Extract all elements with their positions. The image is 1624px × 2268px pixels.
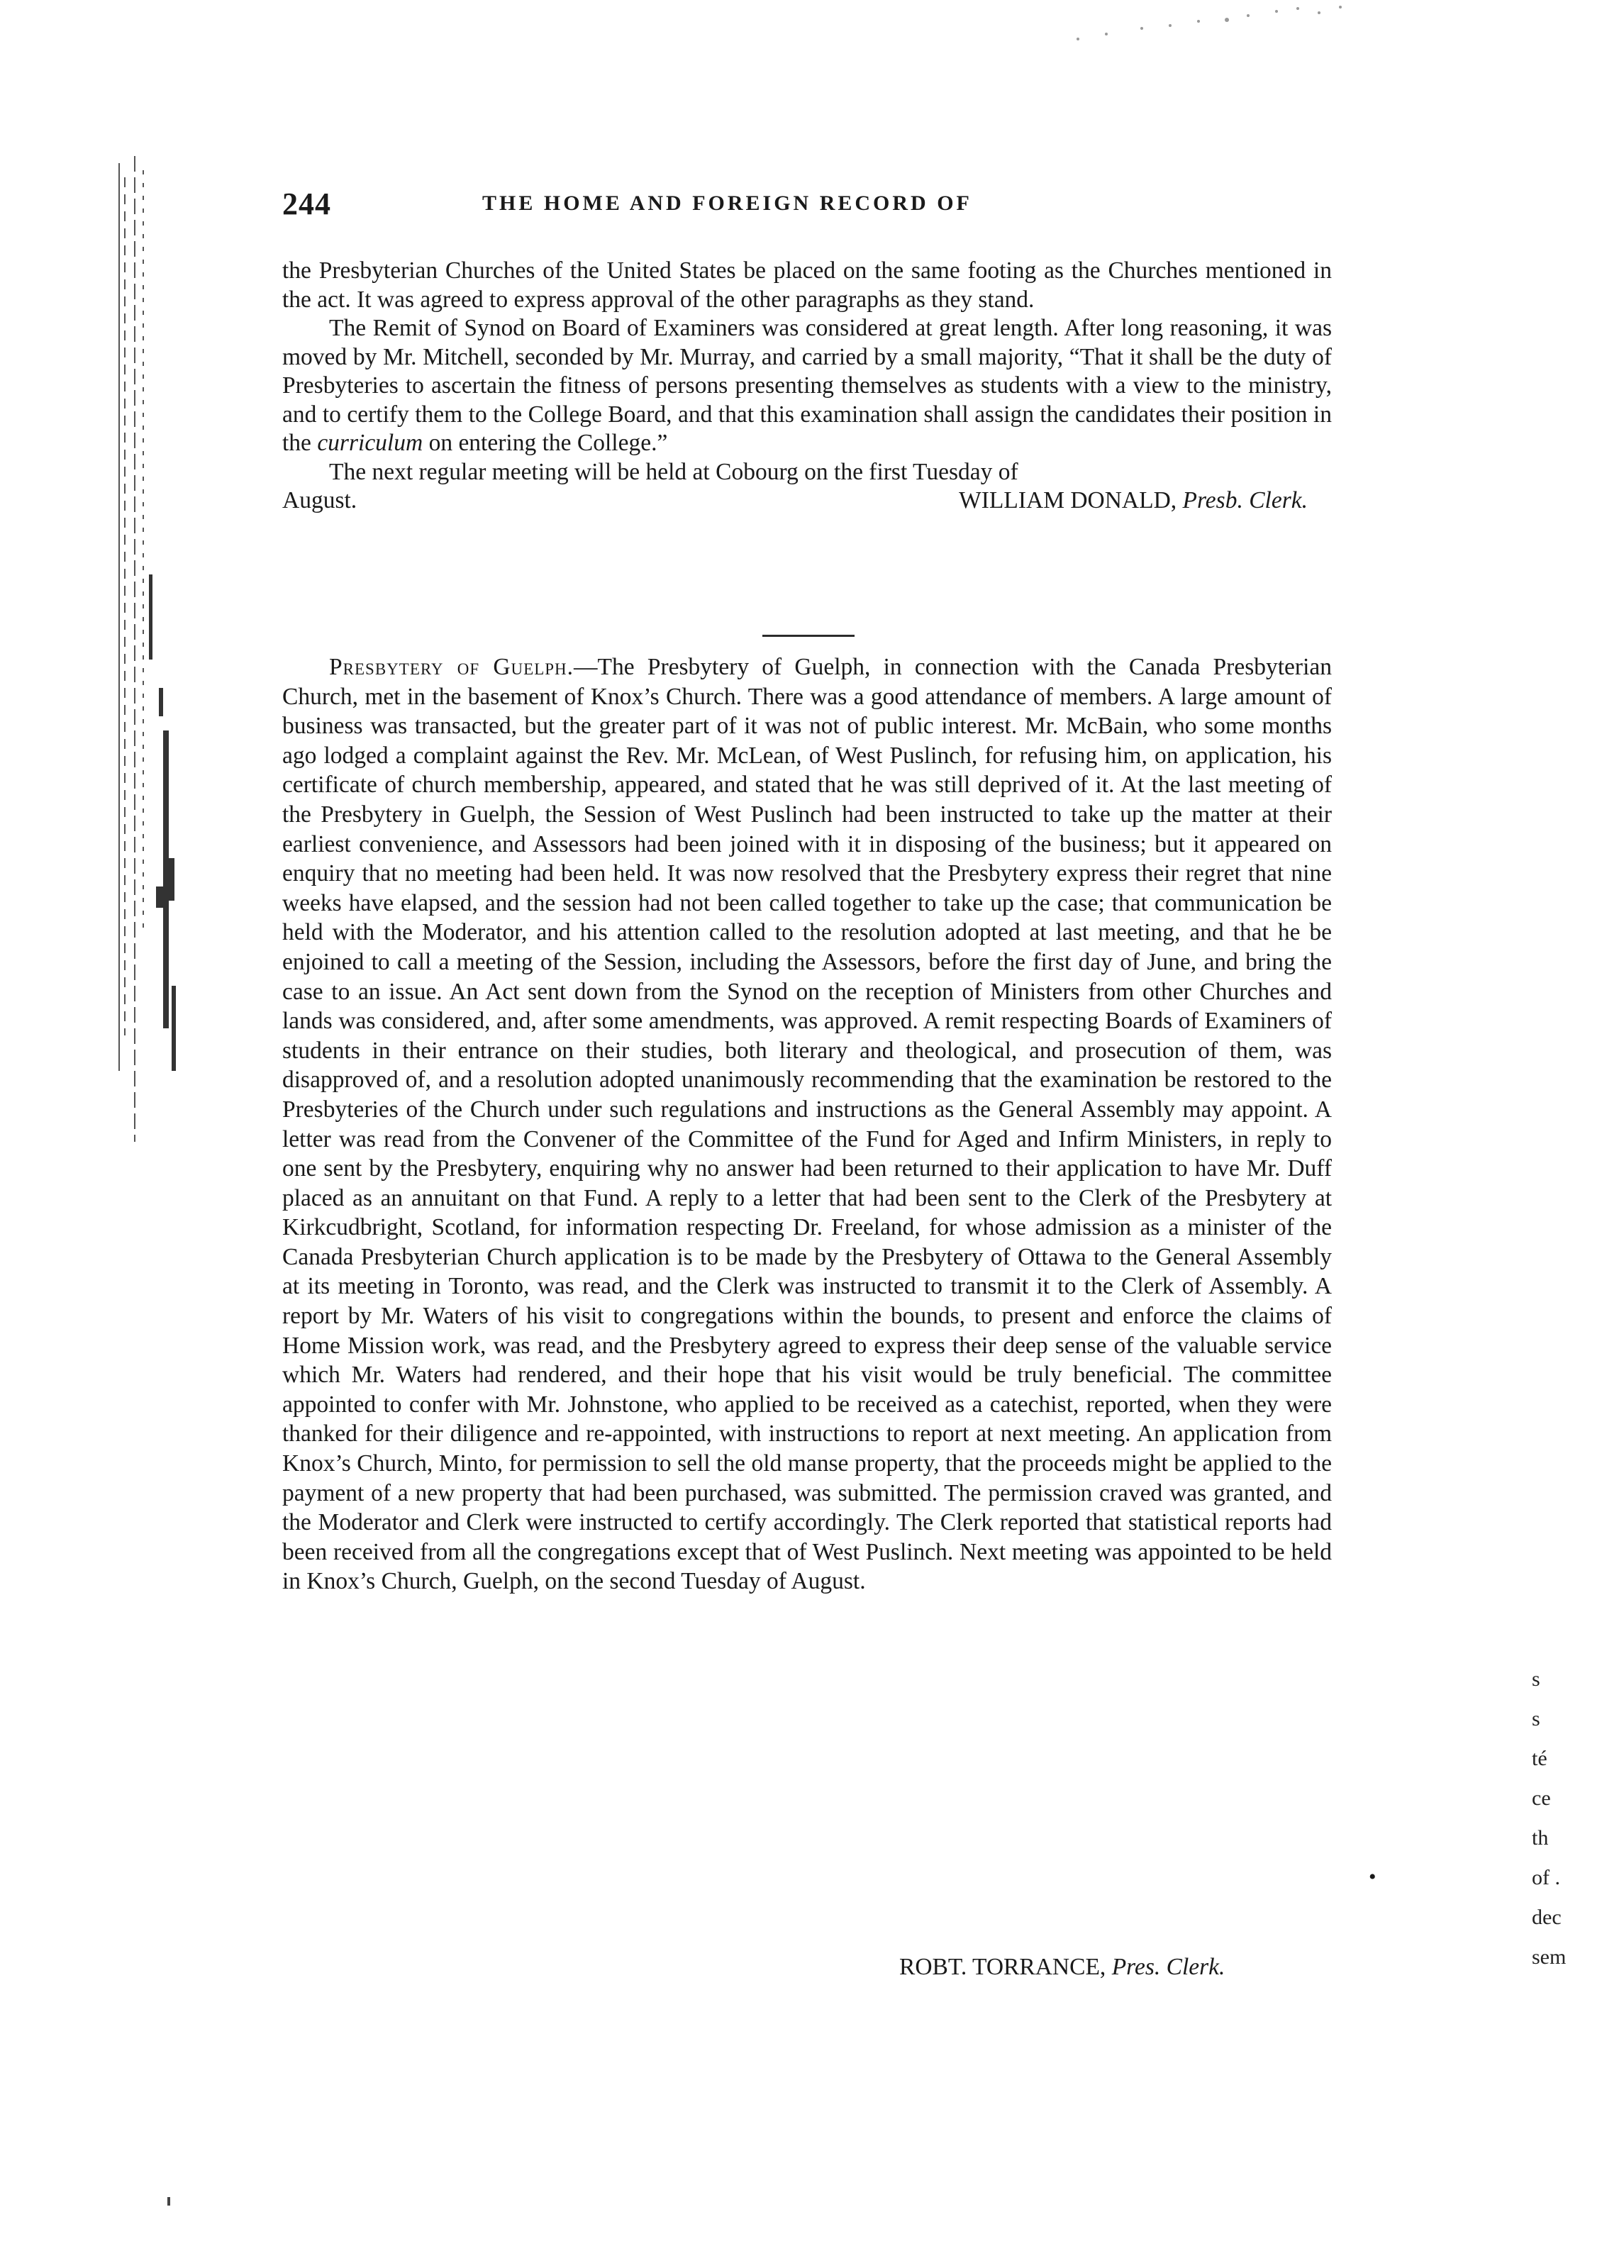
bottom-tick-mark [167, 2197, 170, 2206]
signature-line [282, 487, 1332, 516]
clerk-name: WILLIAM DONALD, [959, 487, 1177, 513]
fragment: ce [1532, 1786, 1551, 1810]
report-continuation [282, 257, 1332, 516]
fragment: s [1532, 1667, 1540, 1691]
binding-gutter-marks [106, 149, 184, 1213]
speckle-graphic [1064, 0, 1362, 64]
gutter-noise-graphic [106, 149, 184, 1213]
page-number: 244 [282, 187, 331, 221]
clerk-role: Presb. Clerk. [1182, 487, 1308, 513]
fragment: dec [1532, 1906, 1562, 1929]
fragment: té [1532, 1747, 1547, 1770]
fragment: of . [1532, 1866, 1560, 1889]
paragraph-text: on entering the College.” [423, 430, 668, 456]
section-lead: Presbytery of Guelph. [329, 654, 574, 680]
fragment: sem [1532, 1945, 1567, 1969]
running-title: THE HOME AND FOREIGN RECORD OF [482, 191, 972, 215]
top-speckle-marks [1064, 0, 1362, 64]
clerk-signature [959, 487, 1332, 516]
fragment: s [1532, 1707, 1540, 1730]
paragraph-text: The Remit of Synod on Board of Examiners was considered at great length. After long reasoning, it was moved by Mr. Mitchell, seconded by Mr. Murray, and carried by a small majority, “That it shall be the duty of Presbyteries to ascertain the fitness of persons presenting themselves as students with a view to the ministry, and to certify them to the College Board, and that this examination shall assign the candidates their position in the [282, 315, 1332, 456]
paragraph-text: —The Presbytery of Guelph, in connection with the Canada Presbyterian Church, met in the basement of Knox’s Church. There was a good attendance of members. A large amount of business was transacted, but the greater part of it was not of public interest. Mr. McBain, who some months ago lodged a complaint against the Rev. Mr. McLean, of West Puslinch, for refusing him, on application, his certificate of church membership, appeared, and stated that he was still deprived of it. At the last meeting of the Presbytery in Guelph, the Session of West Puslinch had been instructed to take up the matter at their earliest convenience, and Assessors had been joined with it in disposing of the business; but it appeared on enquiry that no meeting had been held. It was now resolved that the Presbytery express their regret that nine weeks have elapsed, and the session had not been called together to take up the case; that communication be held with the Moderator, and his attention called to the resolution adopted at last meeting, and that he be enjoined to call a meeting of the Session, including the Assessors, before the first day of June, and bring the case to an issue. An Act sent down from the Synod on the reception of Ministers from other Churches and lands was considered, and, after some amendments, was approved. A remit respecting Boards of Examiners of students in their entrance on their studies, both literary and theological, and prosecution of them, was disapproved of, and a resolution adopted unanimously recommending that the examination be restored to the Presbyteries of the Church under such regulations and instructions as the General Assembly may appoint. A letter was read from the Convener of the Committee of the Fund for Aged and Infirm Ministers, in reply to one sent by the Presbytery, enquiring why no answer had been returned to their application to have Mr. Duff placed as an annuitant on that Fund. A reply to a letter that had been sent to the Clerk of the Presbytery at Kirkcudbright, Scotland, for information respecting Dr. Freeland, for whose admission as a minister of the Canada Presbyterian Church application is to be made by the Presbytery of Ottawa to the General Assembly at its meeting in Toronto, was read, and the Clerk was instructed to transmit it to the Clerk of Assembly. A report by Mr. Waters of his visit to congregations within the bounds, to present and enforce the claims of Home Mission work, was read, and the Presbytery agreed to express their deep sense of the valuable service which Mr. Waters had rendered, and their hope that his visit would be truly beneficial. The committee appointed to confer with Mr. Johnstone, who applied to be received as a catechist, reported, when they were thanked for their diligence and re-appointed, with instructions to report at next meeting. An application from Knox’s Church, Minto, for permission to sell the old manse property, that the proceeds might be applied to the payment of a new property that had been purchased, was submitted. The permission craved was granted, and the Moderator and Clerk were instructed to certify accordingly. The Clerk reported that statistical reports had been received from all the congregations except that of West Puslinch. Next meeting was appointed to be held in Knox’s Church, Guelph, on the second Tuesday of August. [282, 654, 1333, 1595]
presbytery-of-guelph-report [282, 652, 1332, 1596]
paragraph [282, 652, 1332, 1596]
page-header [282, 186, 1360, 228]
adjacent-page-fragments [1532, 1667, 1624, 1984]
paragraph-board-of-examiners [282, 314, 1332, 458]
stray-mark: • [1369, 1865, 1376, 1889]
fragment: th [1532, 1826, 1549, 1850]
clerk-name: ROBT. TORRANCE, [899, 1954, 1106, 1980]
clerk-signature-guelph [899, 1954, 1225, 1981]
clerk-role: Pres. Clerk. [1111, 1954, 1225, 1980]
italic-term: curriculum [317, 430, 423, 456]
section-divider [762, 635, 855, 637]
paragraph: the Presbyterian Churches of the United States be placed on the same footing as the Churches mentioned in the act. It was agreed to express approval of the other paragraphs as they stand. [282, 257, 1332, 313]
next-meeting-notice: The next regular meeting will be held at Cobourg on the first Tuesday of [329, 458, 1018, 485]
month-word: August. [282, 487, 357, 513]
